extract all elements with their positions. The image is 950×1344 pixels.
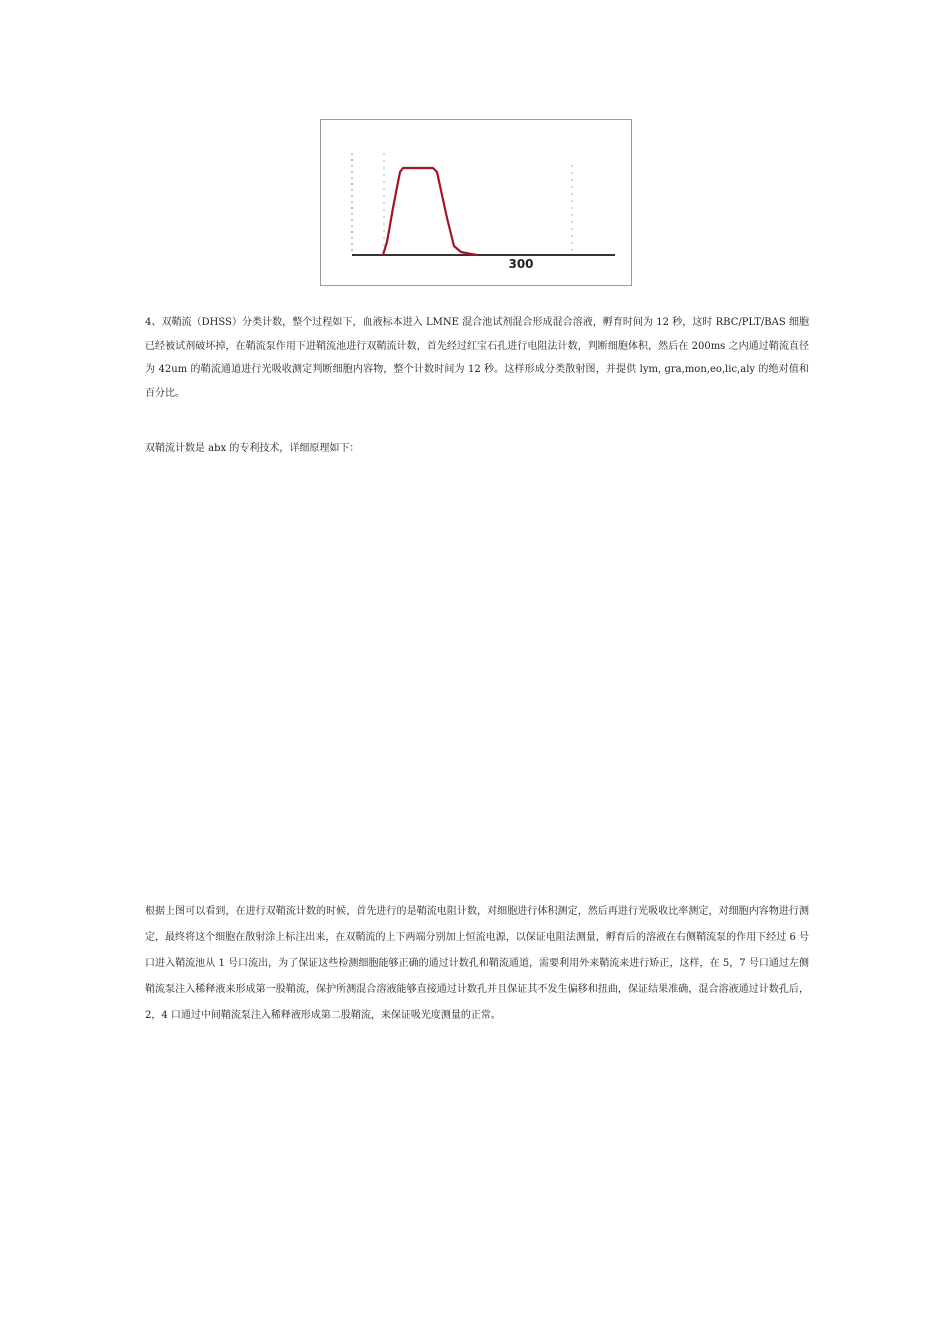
paragraph-abx-intro: 双鞘流计数是 abx 的专利技术，详细原理如下： bbox=[145, 443, 360, 454]
paragraph-dhss-process: 4、双鞘流（DHSS）分类计数，整个过程如下，血液标本进入 LMNE 混合池试剂混合形成混合溶液，孵育时间为 12 秒，这时 RBC/PLT/BAS 细胞已经被试剂破坏掉，在鞘流泵作用下进鞘流池进行双鞘流计数，首先经过红宝石孔进行电阻法计数，判断细胞体积，然后在 200ms 之内通过鞘流直径为 42um 的鞘流通道进行光吸收测定判断细胞内容物，整个计数时间为 12 秒。这样形成分类散射图，并提供 lym, gra,mon,eo,lic,aly 的绝对值和百分比。 bbox=[145, 317, 809, 399]
histogram-curve bbox=[383, 168, 477, 255]
x-tick-label: 300 bbox=[508, 257, 534, 271]
paragraph-explanation: 根据上图可以看到，在进行双鞘流计数的时候，首先进行的是鞘流电阻计数，对细胞进行体积测定，然后再进行光吸收比率测定，对细胞内容物进行测定，最终将这个细胞在散射涂上标注出来，在双鞘流的上下两端分别加上恒流电源，以保证电阻法测量，孵育后的溶液在右侧鞘流泵的作用下经过 6 号口进入鞘流池从 1 号口流出，为了保证这些检测细胞能够正确的通过计数孔和鞘流通道，需要利用外来鞘流来进行矫正，这样，在 5，7 号口通过左侧鞘流泵注入稀释液来形成第一股鞘流，保护所测混合溶液能够直接通过计数孔并且保证其不发生偏移和扭曲，保证结果准确，混合溶液通过计数孔后，2，4 口通过中间鞘流泵注入稀释液形成第二股鞘流，来保证吸光度测量的正常。 bbox=[145, 906, 809, 1021]
histogram-plot bbox=[321, 120, 631, 285]
histogram-figure bbox=[320, 119, 632, 286]
